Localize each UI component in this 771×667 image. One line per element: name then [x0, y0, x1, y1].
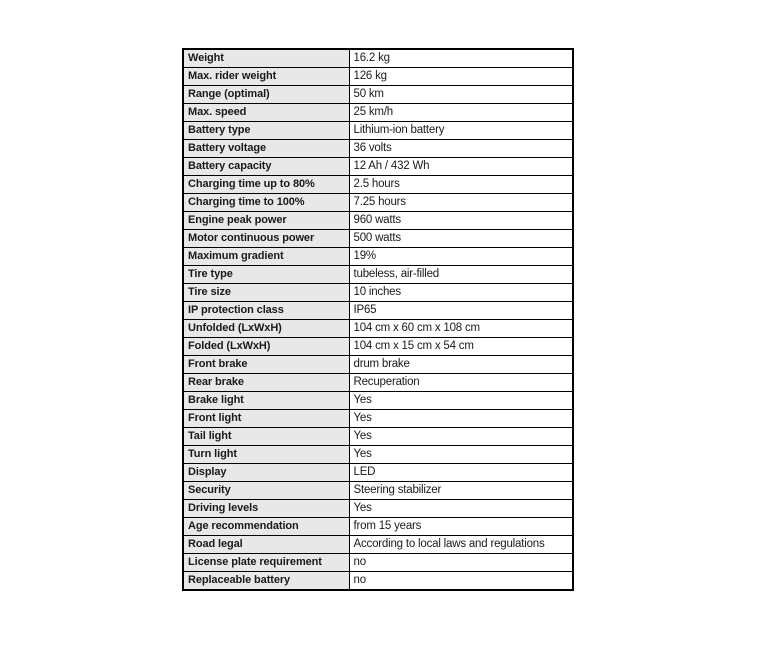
spec-label-cell: Maximum gradient	[183, 248, 349, 266]
table-row	[183, 320, 573, 338]
spec-label-cell: Battery capacity	[183, 158, 349, 176]
spec-label-cell: Unfolded (LxWxH)	[183, 320, 349, 338]
spec-value-cell: 25 km/h	[349, 104, 573, 122]
spec-label-cell: Battery type	[183, 122, 349, 140]
spec-value-cell: 16.2 kg	[349, 49, 573, 68]
spec-label-cell: Turn light	[183, 446, 349, 464]
spec-label-cell: Battery voltage	[183, 140, 349, 158]
spec-value-cell: from 15 years	[349, 518, 573, 536]
table-row	[183, 482, 573, 500]
table-row	[183, 392, 573, 410]
table-row	[183, 428, 573, 446]
spec-value-cell: 126 kg	[349, 68, 573, 86]
spec-value-cell: IP65	[349, 302, 573, 320]
spec-value-cell: 500 watts	[349, 230, 573, 248]
spec-value-cell: 36 volts	[349, 140, 573, 158]
table-row	[183, 212, 573, 230]
table-row	[183, 158, 573, 176]
spec-value-cell: Yes	[349, 410, 573, 428]
table-row	[183, 446, 573, 464]
table-row	[183, 194, 573, 212]
table-row	[183, 464, 573, 482]
spec-label-cell: Max. rider weight	[183, 68, 349, 86]
spec-label-cell: Engine peak power	[183, 212, 349, 230]
spec-value-cell: 104 cm x 15 cm x 54 cm	[349, 338, 573, 356]
spec-value-cell: Recuperation	[349, 374, 573, 392]
table-row	[183, 104, 573, 122]
spec-value-cell: 12 Ah / 432 Wh	[349, 158, 573, 176]
spec-label-cell: Display	[183, 464, 349, 482]
table-row	[183, 374, 573, 392]
spec-label-cell: Folded (LxWxH)	[183, 338, 349, 356]
spec-value-cell: LED	[349, 464, 573, 482]
table-row	[183, 86, 573, 104]
spec-label-cell: IP protection class	[183, 302, 349, 320]
table-row	[183, 284, 573, 302]
spec-label-cell: License plate requirement	[183, 554, 349, 572]
table-row	[183, 302, 573, 320]
specifications-table-container	[182, 48, 572, 591]
spec-value-cell: 50 km	[349, 86, 573, 104]
spec-value-cell: 7.25 hours	[349, 194, 573, 212]
spec-label-cell: Age recommendation	[183, 518, 349, 536]
spec-value-cell: drum brake	[349, 356, 573, 374]
table-row	[183, 338, 573, 356]
table-row	[183, 140, 573, 158]
spec-label-cell: Tail light	[183, 428, 349, 446]
spec-value-cell: no	[349, 572, 573, 591]
table-row	[183, 572, 573, 591]
spec-value-cell: Yes	[349, 446, 573, 464]
table-row	[183, 500, 573, 518]
spec-value-cell: 2.5 hours	[349, 176, 573, 194]
table-row	[183, 518, 573, 536]
spec-label-cell: Tire size	[183, 284, 349, 302]
spec-value-cell: tubeless, air-filled	[349, 266, 573, 284]
spec-label-cell: Tire type	[183, 266, 349, 284]
spec-label-cell: Front brake	[183, 356, 349, 374]
spec-label-cell: Range (optimal)	[183, 86, 349, 104]
spec-value-cell: Steering stabilizer	[349, 482, 573, 500]
spec-label-cell: Driving levels	[183, 500, 349, 518]
table-row	[183, 356, 573, 374]
spec-label-cell: Brake light	[183, 392, 349, 410]
spec-label-cell: Road legal	[183, 536, 349, 554]
table-row	[183, 176, 573, 194]
spec-value-cell: 960 watts	[349, 212, 573, 230]
table-row	[183, 49, 573, 68]
spec-label-cell: Motor continuous power	[183, 230, 349, 248]
table-row	[183, 266, 573, 284]
table-row	[183, 230, 573, 248]
spec-value-cell: Yes	[349, 500, 573, 518]
spec-label-cell: Security	[183, 482, 349, 500]
spec-value-cell: no	[349, 554, 573, 572]
specifications-table	[182, 48, 574, 591]
spec-value-cell: 104 cm x 60 cm x 108 cm	[349, 320, 573, 338]
spec-label-cell: Front light	[183, 410, 349, 428]
spec-value-cell: Lithium-ion battery	[349, 122, 573, 140]
spec-label-cell: Weight	[183, 49, 349, 68]
table-row	[183, 536, 573, 554]
spec-label-cell: Charging time to 100%	[183, 194, 349, 212]
spec-label-cell: Charging time up to 80%	[183, 176, 349, 194]
spec-label-cell: Max. speed	[183, 104, 349, 122]
spec-value-cell: 19%	[349, 248, 573, 266]
table-row	[183, 248, 573, 266]
spec-value-cell: Yes	[349, 428, 573, 446]
table-row	[183, 122, 573, 140]
spec-label-cell: Rear brake	[183, 374, 349, 392]
specifications-table-body	[183, 49, 573, 590]
table-row	[183, 554, 573, 572]
spec-value-cell: Yes	[349, 392, 573, 410]
spec-label-cell: Replaceable battery	[183, 572, 349, 591]
spec-value-cell: According to local laws and regulations	[349, 536, 573, 554]
spec-value-cell: 10 inches	[349, 284, 573, 302]
table-row	[183, 410, 573, 428]
table-row	[183, 68, 573, 86]
